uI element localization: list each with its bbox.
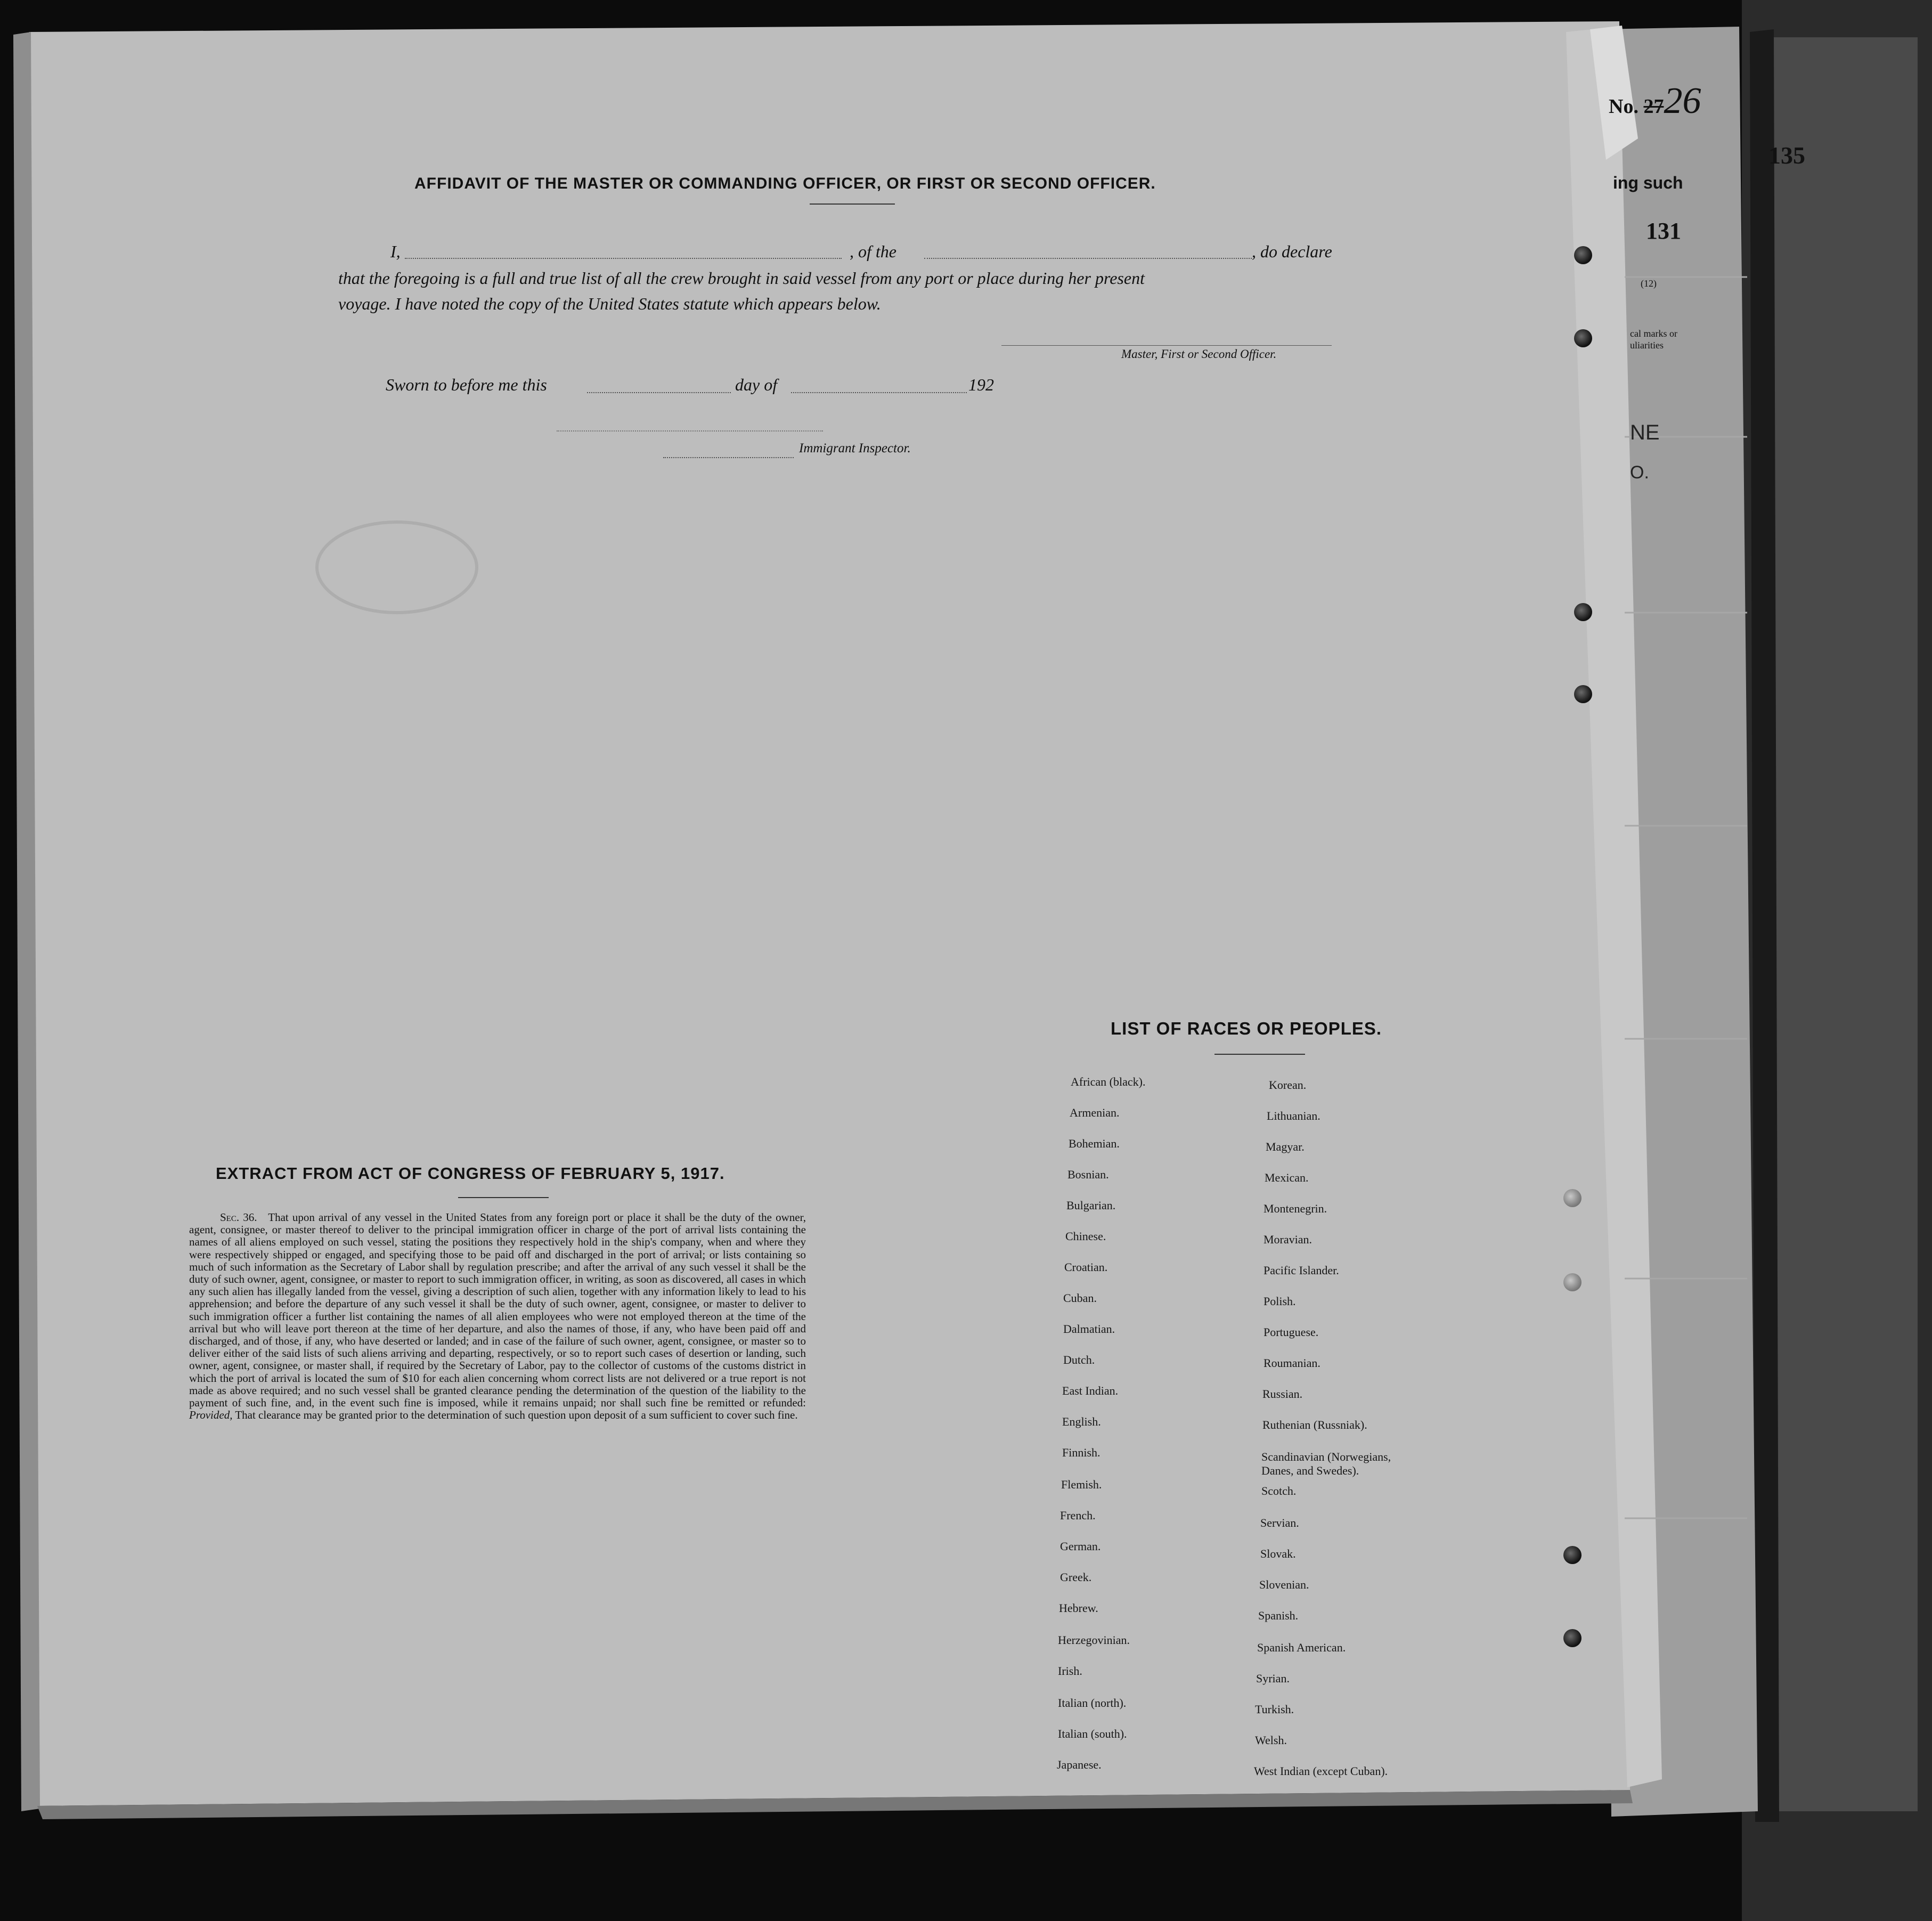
punch-hole — [1563, 1273, 1582, 1291]
handwritten-corner-number: 135 — [1768, 142, 1805, 169]
race-item: French. — [1060, 1509, 1096, 1522]
races-title: LIST OF RACES OR PEOPLES. — [1111, 1019, 1382, 1038]
handwritten-number: 26 — [1664, 80, 1701, 121]
section-36-text — [189, 1211, 806, 1421]
sworn-month-blank — [791, 392, 967, 393]
race-item: Russian. — [1262, 1387, 1303, 1401]
race-item: Lithuanian. — [1267, 1109, 1320, 1122]
punch-hole — [1563, 1189, 1582, 1207]
page-number: 131 — [1646, 218, 1681, 244]
race-item: German. — [1060, 1540, 1101, 1553]
margin-fragment: O. — [1630, 462, 1649, 483]
races-underline — [1214, 1054, 1305, 1055]
race-item: West Indian (except Cuban). — [1254, 1764, 1388, 1778]
master-caption: Master, First or Second Officer. — [1121, 347, 1277, 361]
race-item: Bulgarian. — [1066, 1199, 1116, 1212]
race-item: Hebrew. — [1059, 1601, 1098, 1615]
race-item: Cuban. — [1063, 1291, 1097, 1305]
race-item: Roumanian. — [1263, 1356, 1320, 1370]
affidavit-title: AFFIDAVIT OF THE MASTER OR COMMANDING OFFICER, OR FIRST OR SECOND OFFICER. — [414, 175, 1156, 192]
column-heading-1: cal marks or — [1630, 328, 1677, 339]
number-label: No. — [1609, 95, 1638, 118]
heading-fragment: ing such — [1613, 173, 1683, 192]
struck-number: 27 — [1643, 95, 1664, 118]
race-item: Bosnian. — [1067, 1168, 1109, 1181]
vessel-name-blank — [924, 258, 1252, 259]
race-item: Magyar. — [1266, 1140, 1305, 1153]
provided-word: Provided, — [189, 1409, 233, 1422]
race-item: Ruthenian (Russniak). — [1262, 1418, 1367, 1431]
punch-hole — [1574, 246, 1592, 264]
sec-label: Sec. 36. — [220, 1211, 257, 1224]
race-item: Bohemian. — [1069, 1137, 1120, 1150]
race-item: Chinese. — [1065, 1230, 1106, 1243]
declaration-of-the: , of the — [850, 242, 896, 261]
inspector-signature-line — [557, 430, 823, 432]
master-signature-line — [1001, 345, 1332, 346]
declaration-line-1: I, — [390, 242, 401, 261]
race-item: Slovenian. — [1259, 1578, 1309, 1591]
punch-hole — [1563, 1546, 1582, 1564]
race-item: Scandinavian (Norwegians, Danes, and Swedes). — [1261, 1450, 1391, 1477]
margin-fragment: NE — [1630, 421, 1660, 444]
declaration-line-2: that the foregoing is a full and true list of all the crew brought in said vessel from any port or place during her present — [338, 268, 1145, 288]
race-item: Moravian. — [1263, 1233, 1313, 1246]
race-item: Flemish. — [1061, 1478, 1102, 1491]
race-item: Croatian. — [1064, 1260, 1108, 1274]
sec-body-2: That clearance may be granted prior to the determination of such question upon deposit of a sum sufficient to cover such fine. — [235, 1409, 798, 1422]
race-item: Dutch. — [1063, 1353, 1095, 1366]
race-item: Italian (north). — [1058, 1696, 1127, 1710]
race-item: Pacific Islander. — [1263, 1264, 1339, 1277]
inspector-caption: Immigrant Inspector. — [799, 441, 911, 455]
race-item: Japanese. — [1057, 1758, 1102, 1771]
race-item: Portuguese. — [1263, 1325, 1319, 1339]
race-item: Polish. — [1263, 1295, 1296, 1308]
sworn-year: 192 — [968, 375, 994, 394]
declaration-line-3: voyage. I have noted the copy of the United States statute which appears below. — [338, 294, 881, 313]
race-item: Scotch. — [1261, 1484, 1297, 1497]
race-item: Herzegovinian. — [1058, 1633, 1130, 1647]
race-item: Welsh. — [1255, 1733, 1287, 1747]
race-item: Dalmatian. — [1063, 1322, 1115, 1336]
sworn-text: Sworn to before me this — [386, 375, 547, 394]
race-item: Servian. — [1260, 1516, 1299, 1529]
race-item: Spanish American. — [1257, 1641, 1346, 1654]
sec-body-1: That upon arrival of any vessel in the United States from any foreign port or place it shall be the duty of the owner, agent, consignee, or master thereof to deliver to the principal immigration officer in charge of the port of arrival lists containing the names of all aliens employed on such vessel, stating the positions they respectively hold in the ship's company, when and where they were respectively shipped or engaged, and specifying those to be paid off and discharged in the port of arrival; or lists containing so much of such information as the Secretary of Labor shall by regulation prescribe; and after the arrival of any such vessel it shall be the duty of such owner, agent, consignee, or master to report to such immigration officer, in writing, as soon as discovered, all cases in which any such alien has illegally landed from the vessel, giving a description of such alien, together with any information likely to lead to his apprehension; and before the departure of any such vessel it shall be the duty of such owner, agent, consignee, or master to deliver to such immigration officer a further list containing the names of all alien employees who were not employed thereon at the time of the arrival but who will leave port thereon at the time of her departure, and also the names of those, if any, who have been paid off and discharged, and of those, if any, who have deserted or landed; and in case of the failure of such owner, agent, consignee, or master so to deliver either of the said lists of such aliens arriving and departing, respectively, or so to report such cases of desertion or landing, such owner, agent, consignee, or master shall, if required by the Secretary of Labor, pay to the collector of customs of the customs district in which the port of arrival is located the sum of $10 for each alien concerning whom correct lists are not delivered or a true report is not made as above required; and no such vessel shall be granted clearance pending the determination of the question of the liability to the payment of such fine, and, in the event such fine is imposed, while it remains unpaid; nor shall such fine be remitted or refunded: — [189, 1211, 806, 1410]
race-item: Greek. — [1060, 1570, 1092, 1584]
sworn-day-of: day of — [735, 375, 778, 394]
punch-hole — [1574, 685, 1592, 703]
extract-underline — [458, 1197, 549, 1198]
race-item: Finnish. — [1062, 1446, 1100, 1459]
race-item: English. — [1062, 1415, 1101, 1428]
race-item: Armenian. — [1070, 1106, 1120, 1119]
title-underline — [810, 204, 895, 205]
race-item: Syrian. — [1256, 1672, 1290, 1685]
column-number: (12) — [1641, 278, 1657, 289]
race-item: East Indian. — [1062, 1384, 1119, 1397]
race-item: Turkish. — [1255, 1703, 1294, 1716]
punch-hole — [1574, 329, 1592, 347]
manifest-number — [1609, 80, 1701, 123]
declaration-do-declare: , do declare — [1252, 242, 1332, 261]
extract-title: EXTRACT FROM ACT OF CONGRESS OF FEBRUARY 5, 1917. — [216, 1164, 725, 1183]
punch-hole — [1563, 1629, 1582, 1647]
punch-hole — [1574, 603, 1592, 621]
inspector-name-line — [663, 457, 794, 458]
race-item: Spanish. — [1258, 1609, 1299, 1622]
sworn-day-blank — [587, 392, 731, 393]
master-name-blank — [405, 258, 842, 259]
race-item: Korean. — [1269, 1078, 1307, 1092]
column-heading-2: uliarities — [1630, 340, 1664, 351]
race-item: African (black). — [1071, 1075, 1146, 1088]
race-item: Slovak. — [1260, 1547, 1296, 1560]
race-item: Mexican. — [1265, 1171, 1309, 1184]
race-item: Italian (south). — [1058, 1727, 1127, 1740]
race-item: Montenegrin. — [1263, 1202, 1327, 1215]
race-item: Irish. — [1058, 1664, 1082, 1678]
